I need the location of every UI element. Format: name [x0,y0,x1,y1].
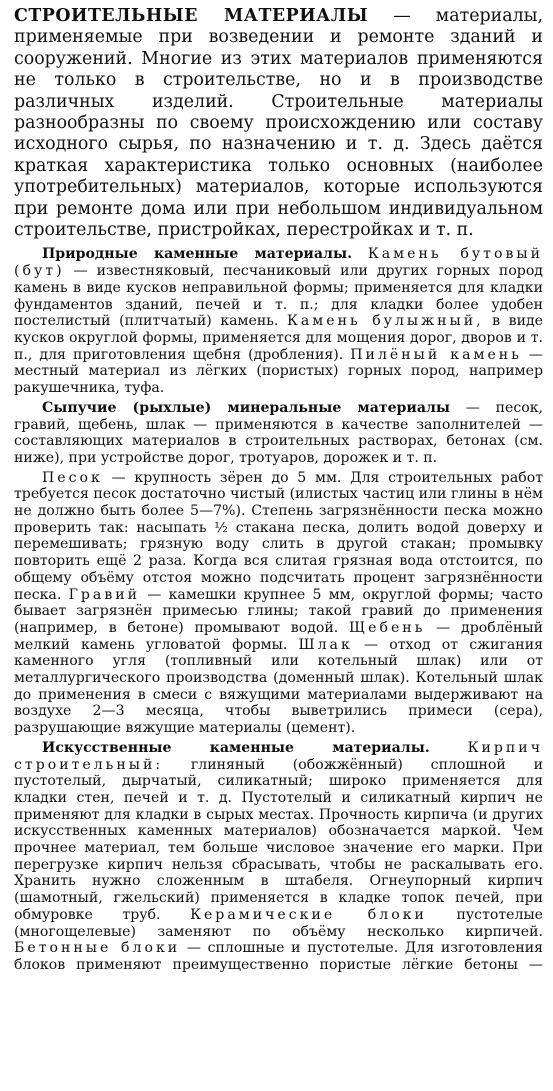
article-heading: СТРОИТЕЛЬНЫЕ МАТЕРИАЛЫ [14,6,369,26]
sand-text-3: — дроблёный мелкий камень угловатой формы. [14,619,543,653]
artificial-stone-heading: Искусственные каменные материалы. [42,739,430,756]
natural-stone-heading: Природные каменные материалы. [42,246,352,263]
natural-text-1: — известняковый, песчаниковый или других горных пород камень в виде кусков неправильной формы; применяется для кладки фундаментов зданий, печей и т. п.; для кладки более удобен постелистый (плитчатый) камень. [14,263,543,330]
natural-stone-paragraph [14,246,543,396]
term-gravel: Гравий [68,586,141,603]
term-sawn-stone: Пилёный камень [350,346,522,363]
loose-materials-heading: Сыпучие (рыхлые) минеральные материалы [42,399,451,416]
natural-text-3: — местный материал из лёгких (пористых) горных пород, например ракушечника, туфа. [14,346,544,397]
term-crushed-stone: Щебень [349,619,426,636]
term-ceramic-blocks: Керамические блоки [190,906,427,923]
term-concrete-blocks: Бетонные блоки [14,940,181,957]
term-cobble-stone: Камень булыжный, [286,313,484,330]
intro-paragraph [14,6,543,241]
artificial-text-3: — сплошные и пустотелые. Для изготовления блоков применяют преимущественно пористые лёгкие бетоны — [14,940,544,973]
artificial-text-1: глиняный (обожжённый) сплошной и пустотелый, дырчатый, силикатный; широко применяется для кладки стен, печей и т. д. Пустотелый и силикатный кирпич не применяют для кладки в сырых местах. Прочность кирпича (и других искусственных каменных материалов) обозначается маркой. Чем прочнее материал, тем больше числовое значение его марки. При перегрузке кирпич нельзя сбрасывать, чтобы не раскалывать его. Хранить нужно сложенным в штабеля. Огнеупорный кирпич (шамотный, гжельский) применяется в кладке топок печей, при обмуровке труб. [14,756,543,923]
natural-text-2: в виде кусков округлой формы, применяется для мощения дорог, дворов и т. п., для приготовления щебня (дробления). [14,313,543,363]
term-slag: Шлак [298,636,353,653]
term-sand: Песок [42,469,103,486]
artificial-text-2: пустотелые (многощелевые) заменяют по объёму несколько кирпичей. [14,906,543,940]
term-rubble-stone: Камень бутовый (бут) [14,246,543,280]
artificial-stone-paragraph [14,740,543,974]
loose-text-1: — песок, гравий, щебень, шлак — применяются в качестве заполнителей — составляющих материалов в строительных растворах, бетонах (см. ниже), при устройстве дорог, тротуаров, дорожек и т. п. [14,399,543,466]
sand-text-2: — камешки крупнее 5 мм, округлой формы; часто бывает загрязнён примесью глины; такой гравий до применения (например, в бетоне) промывают водой. [14,586,543,636]
sand-paragraph [14,470,543,737]
term-brick: Кирпич строительный: [14,739,544,773]
intro-text: — материалы, применяемые при возведении и ремонте зданий и сооружений. Многие из этих материалов применяются не только в строительстве, но и в производстве различных изделий. Строительные материалы разнообразны по своему происхождению или составу исходного сырья, по назначению и т. д. Здесь даётся краткая характеристика только основных (наиболее употребительных) материалов, которые используются при ремонте дома или при небольшом индивидуальном строительстве, пристройках, перестройках и т. п. [14,6,544,241]
sand-text-1: — крупность зёрен до 5 мм. Для строительных работ требуется песок достаточно чистый (илистых частиц или глины в нём не должно быть более 5—7%). Степень загрязнённости песка можно проверить так: насыпать ½ стакана песка, долить водой доверху и перемешивать; грязную воду слить в другой стакан; промывку повторить ещё 2 раза. Когда вся слитая грязная вода отстоится, по общему объёму отстоя можно подсчитать процент загрязнённости песка. [14,469,543,603]
loose-materials-paragraph [14,400,543,467]
sand-text-4: — отход от сжигания каменного угля (топливный или котельный шлак) или от металлургического производства (доменный шлак). Котельный шлак до применения в смеси с вяжущими материалами выдерживают на воздухе 2—3 месяца, чтобы выветрились примеси (сера), разрушающие вяжущие материалы (цемент). [14,636,543,737]
